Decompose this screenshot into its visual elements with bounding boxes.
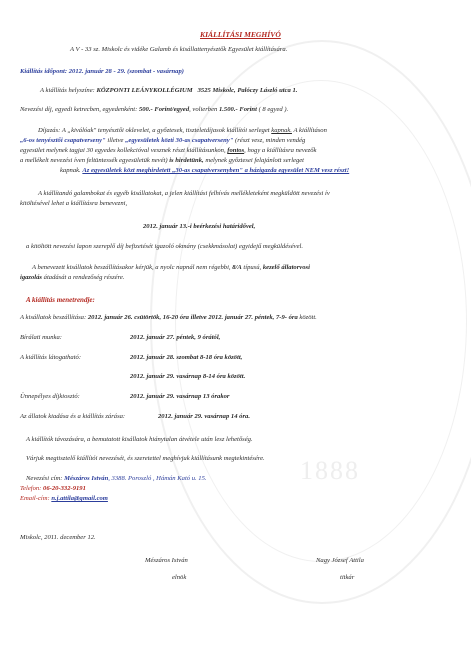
entry-line-1: A kiállítandó galambokat és egyéb kisállatokat, a jelen kiállítási felhívás mellékleteként megküldött nevezési ív xyxy=(38,190,330,197)
entry-deadline: 2012. január 13.-i beérkezési határidővel, xyxy=(143,223,256,230)
vacc-line-2 xyxy=(20,274,124,282)
schedule-delivery-tail: között. xyxy=(299,314,317,321)
phone-number: 06-20-332-9191 xyxy=(43,485,86,492)
email-label: Email-cím: xyxy=(20,495,50,502)
venue-label: A kiállítás helyszíne: xyxy=(40,87,95,94)
place-date: Miskolc, 2011. december 12. xyxy=(20,534,96,541)
fee-single: 500.- Forint/egyed xyxy=(138,106,190,113)
awards-text-5a: kapnak. xyxy=(60,167,81,174)
awards-text-2d: (részt vesz, minden vendég xyxy=(235,137,306,144)
closing-line-2: Várjuk megtisztelő kiállítói nevezését, és szeretettel meghívjuk kiállításunk megtekintésére. xyxy=(26,455,265,462)
date-value: 2012. január 28 - 29. (szombat - vasárnap) xyxy=(68,68,184,75)
schedule-awards-value: 2012. január 29. vasárnap 13 órakor xyxy=(130,393,230,400)
awards-text-1c: A kiállításon xyxy=(293,127,327,134)
awards-line-4 xyxy=(20,157,304,165)
vacc-vet: kezelő állatorvosi xyxy=(262,264,310,271)
awards-line-3 xyxy=(20,147,316,155)
schedule-visit-sun: 2012. január 29. vasárnap 8-14 óra között. xyxy=(130,373,246,380)
fee-line xyxy=(20,106,288,114)
date-line xyxy=(20,68,184,76)
fee-mid: , volierben xyxy=(189,106,218,113)
awards-important: fontos xyxy=(227,147,245,154)
venue-name: KÖZPONTI LEÁNYKOLLÉGIUM xyxy=(96,87,193,94)
date-label: Kiállítás időpont: xyxy=(20,68,68,75)
awards-team-30: „egyesületek közti 30-as csapatverseny" xyxy=(125,137,234,144)
fee-tail: ( 8 egyed ). xyxy=(258,106,289,113)
awards-text-4b: is hirdetünk, xyxy=(169,157,204,164)
signature-2-role: titkár xyxy=(340,574,355,581)
vacc-text-1a: A benevezett kisállatok beszállításakor kérjük, a nyolc napnál nem régebbi, xyxy=(32,264,231,271)
fee-aviary: 1.500.- Forint xyxy=(218,106,257,113)
entry-line-3: a kitöltött nevezési lapon szereplő díj befizetését igazoló okmány (csekkmásolat) egyidejű megküldésével. xyxy=(26,243,303,250)
entry-line-2: kitöltésével lehet a kiállításra benevezni, xyxy=(20,200,128,207)
schedule-awards-label: Ünnepélyes díjkiosztó: xyxy=(20,393,80,400)
awards-text-1a: Díjazás: A „kiválóak" tenyésztői oklevelet, a győztesek, tiszteletdíjasok kiállítói serleget xyxy=(38,127,270,134)
page-title: KIÁLLÍTÁSI MEGHÍVÓ xyxy=(200,30,281,39)
vacc-certificate: igazolás xyxy=(20,274,42,281)
schedule-judging-value: 2012. január 27. péntek, 9 órától, xyxy=(130,334,221,341)
awards-line-1 xyxy=(38,127,327,135)
signature-1-role: elnök xyxy=(172,574,187,581)
email-link[interactable]: n.j.attila@gmail.com xyxy=(51,495,108,502)
fee-prefix: Nevezési díj, egyedi ketrecben, egyedenként: xyxy=(20,106,138,113)
watermark-seal-year: 1888 xyxy=(300,456,360,485)
signature-1-name: Mészáros István xyxy=(145,557,188,564)
schedule-closing-value: 2012. január 29. vasárnap 14 óra. xyxy=(158,413,250,420)
closing-line-1: A kiállítók távozására, a bemutatott kisállatok hiánytalan átvétele után lesz lehetőség. xyxy=(26,436,253,443)
schedule-closing-label: Az állatok kiadása és a kiállítás zárása: xyxy=(20,413,126,420)
schedule-visit-label: A kiállítás látogatható: xyxy=(20,354,82,361)
schedule-visit-sat: 2012. január 28. szombat 8-18 óra között, xyxy=(130,354,243,361)
awards-host-note: Az egyesületek közt meghirdetett „30-as csapatversenyben" a házigazda egyesület NEM vesz részt! xyxy=(82,167,350,174)
email-line[interactable] xyxy=(20,495,108,503)
vacc-text-2b: átadását a rendezőség részére. xyxy=(43,274,125,281)
awards-text-2b: illetve xyxy=(107,137,124,144)
schedule-judging-label: Bírálati munka: xyxy=(20,334,62,341)
awards-text-3c: , hogy a kiállításra nevezők xyxy=(244,147,317,154)
schedule-delivery-label: A kisállatok beszállítása: xyxy=(20,314,87,321)
awards-text-4a: a mellékelt nevezési íven feltüntessék egyesületük nevét) xyxy=(20,157,168,164)
awards-line-2 xyxy=(20,137,305,145)
venue-address: 3525 Miskolc, Palóczy László utca 1. xyxy=(197,87,298,94)
intro-text: A V - 33 sz. Miskolc és vidéke Galamb és kisállattenyésztők Egyesület kiállítására. xyxy=(70,46,288,53)
vacc-text-1c: típusú, xyxy=(243,264,262,271)
contact-address: , 3388. Poroszló , Hámán Kató u. 15. xyxy=(108,475,207,482)
awards-text-3: egyesület melynek tagjai 30 egyedes kollekcióval vesznek részt kiállításunkon, xyxy=(20,147,226,154)
vacc-line-1 xyxy=(32,264,310,272)
awards-team-6: „6-os tenyésztői csapatverseny" xyxy=(20,137,106,144)
awards-text-4c: melynek győztesei felajánlott serleget xyxy=(205,157,305,164)
venue-line xyxy=(40,87,297,95)
schedule-delivery-value: 2012. január 26. csütörtök, 16-20 óra illetve 2012. január 27. péntek, 7-9- óra xyxy=(87,314,298,321)
phone-label: Telefon: xyxy=(20,485,42,492)
vacc-type: 8/A xyxy=(232,264,242,271)
schedule-title: A kiállítás menetrendje: xyxy=(26,296,95,304)
contact-line xyxy=(26,475,207,483)
schedule-delivery xyxy=(20,314,317,322)
awards-line-5 xyxy=(60,167,349,175)
awards-text-1b: kapnak. xyxy=(271,127,292,134)
contact-label: Nevezési cím: xyxy=(26,475,63,482)
signature-2-name: Nagy József Attila xyxy=(316,557,364,564)
phone-line xyxy=(20,485,86,493)
contact-name: Mészáros István xyxy=(64,475,109,482)
